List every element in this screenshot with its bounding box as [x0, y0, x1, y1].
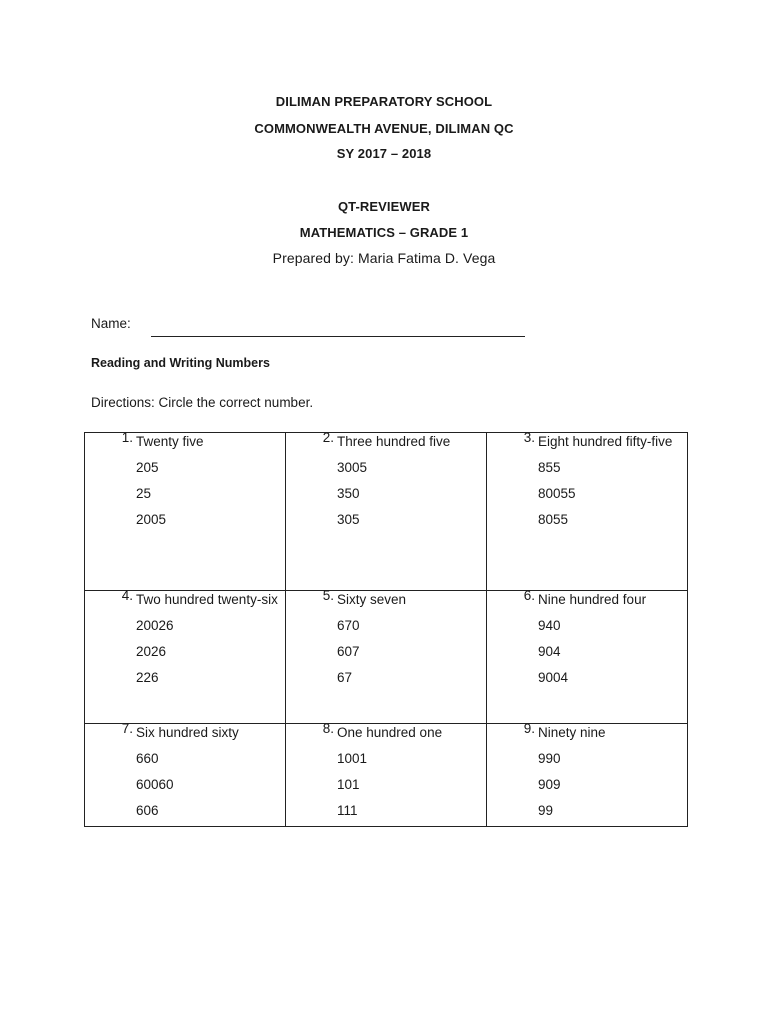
question-cell — [85, 430, 286, 591]
question-number: 5. — [322, 588, 334, 603]
answer-option[interactable]: 660 — [136, 751, 159, 766]
question-number: 7. — [121, 721, 133, 736]
answer-option[interactable]: 3005 — [337, 460, 368, 475]
question-number: 9. — [523, 721, 535, 736]
question-text: Two hundred twenty-six — [136, 592, 278, 607]
question-cell — [85, 588, 286, 724]
table-row — [85, 724, 688, 827]
answer-option[interactable]: 2026 — [136, 644, 167, 659]
answer-option[interactable]: 99 — [538, 803, 554, 818]
question-table — [84, 432, 688, 827]
answer-option[interactable]: 670 — [337, 618, 360, 633]
question-number: 8. — [322, 721, 334, 736]
prepared-by: Prepared by: Maria Fatima D. Vega — [272, 250, 496, 266]
section-title: Reading and Writing Numbers — [91, 356, 270, 370]
question-text: Nine hundred four — [538, 592, 647, 607]
school-name: DILIMAN PREPARATORY SCHOOL — [275, 94, 493, 109]
question-text: One hundred one — [337, 725, 443, 740]
question-cell — [85, 721, 286, 827]
answer-option[interactable]: 607 — [337, 644, 360, 659]
directions: Directions: Circle the correct number. — [91, 395, 314, 410]
answer-option[interactable]: 80055 — [538, 486, 576, 501]
answer-option[interactable]: 990 — [538, 751, 561, 766]
question-text: Three hundred five — [337, 434, 451, 449]
answer-option[interactable]: 1001 — [337, 751, 368, 766]
answer-option[interactable]: 111 — [337, 803, 358, 818]
answer-option[interactable]: 8055 — [538, 512, 569, 527]
answer-option[interactable]: 909 — [538, 777, 561, 792]
question-text: Ninety nine — [538, 725, 606, 740]
question-number: 3. — [523, 430, 535, 445]
question-cell — [286, 430, 487, 591]
school-year: SY 2017 – 2018 — [336, 146, 432, 161]
answer-option[interactable]: 60060 — [136, 777, 174, 792]
table-row — [85, 591, 688, 724]
question-cell — [487, 721, 688, 827]
question-cell — [487, 588, 688, 724]
answer-option[interactable]: 20026 — [136, 618, 174, 633]
answer-option[interactable]: 350 — [337, 486, 360, 501]
question-text: Twenty five — [136, 434, 204, 449]
subject-title: MATHEMATICS – GRADE 1 — [299, 225, 469, 240]
answer-option[interactable]: 606 — [136, 803, 159, 818]
answer-option[interactable]: 67 — [337, 670, 353, 685]
name-field[interactable] — [151, 336, 525, 337]
answer-option[interactable]: 226 — [136, 670, 159, 685]
question-number: 1. — [121, 430, 133, 445]
question-text: Six hundred sixty — [136, 725, 239, 740]
question-cell — [487, 430, 688, 591]
answer-option[interactable]: 855 — [538, 460, 561, 475]
answer-option[interactable]: 2005 — [136, 512, 167, 527]
question-number: 6. — [523, 588, 535, 603]
answer-option[interactable]: 9004 — [538, 670, 569, 685]
answer-option[interactable]: 305 — [337, 512, 360, 527]
answer-option[interactable]: 101 — [337, 777, 360, 792]
answer-option[interactable]: 940 — [538, 618, 561, 633]
question-text: Sixty seven — [337, 592, 407, 607]
answer-option[interactable]: 904 — [538, 644, 561, 659]
name-label: Name: — [91, 316, 131, 331]
answer-option[interactable]: 205 — [136, 460, 159, 475]
reviewer-title: QT-REVIEWER — [337, 199, 431, 214]
table-row — [85, 433, 688, 591]
question-cell — [286, 588, 487, 724]
question-text: Eight hundred fifty-five — [538, 434, 673, 449]
school-address: COMMONWEALTH AVENUE, DILIMAN QC — [254, 121, 514, 136]
question-number: 2. — [322, 430, 334, 445]
question-number: 4. — [121, 588, 133, 603]
question-cell — [286, 721, 487, 827]
answer-option[interactable]: 25 — [136, 486, 152, 501]
